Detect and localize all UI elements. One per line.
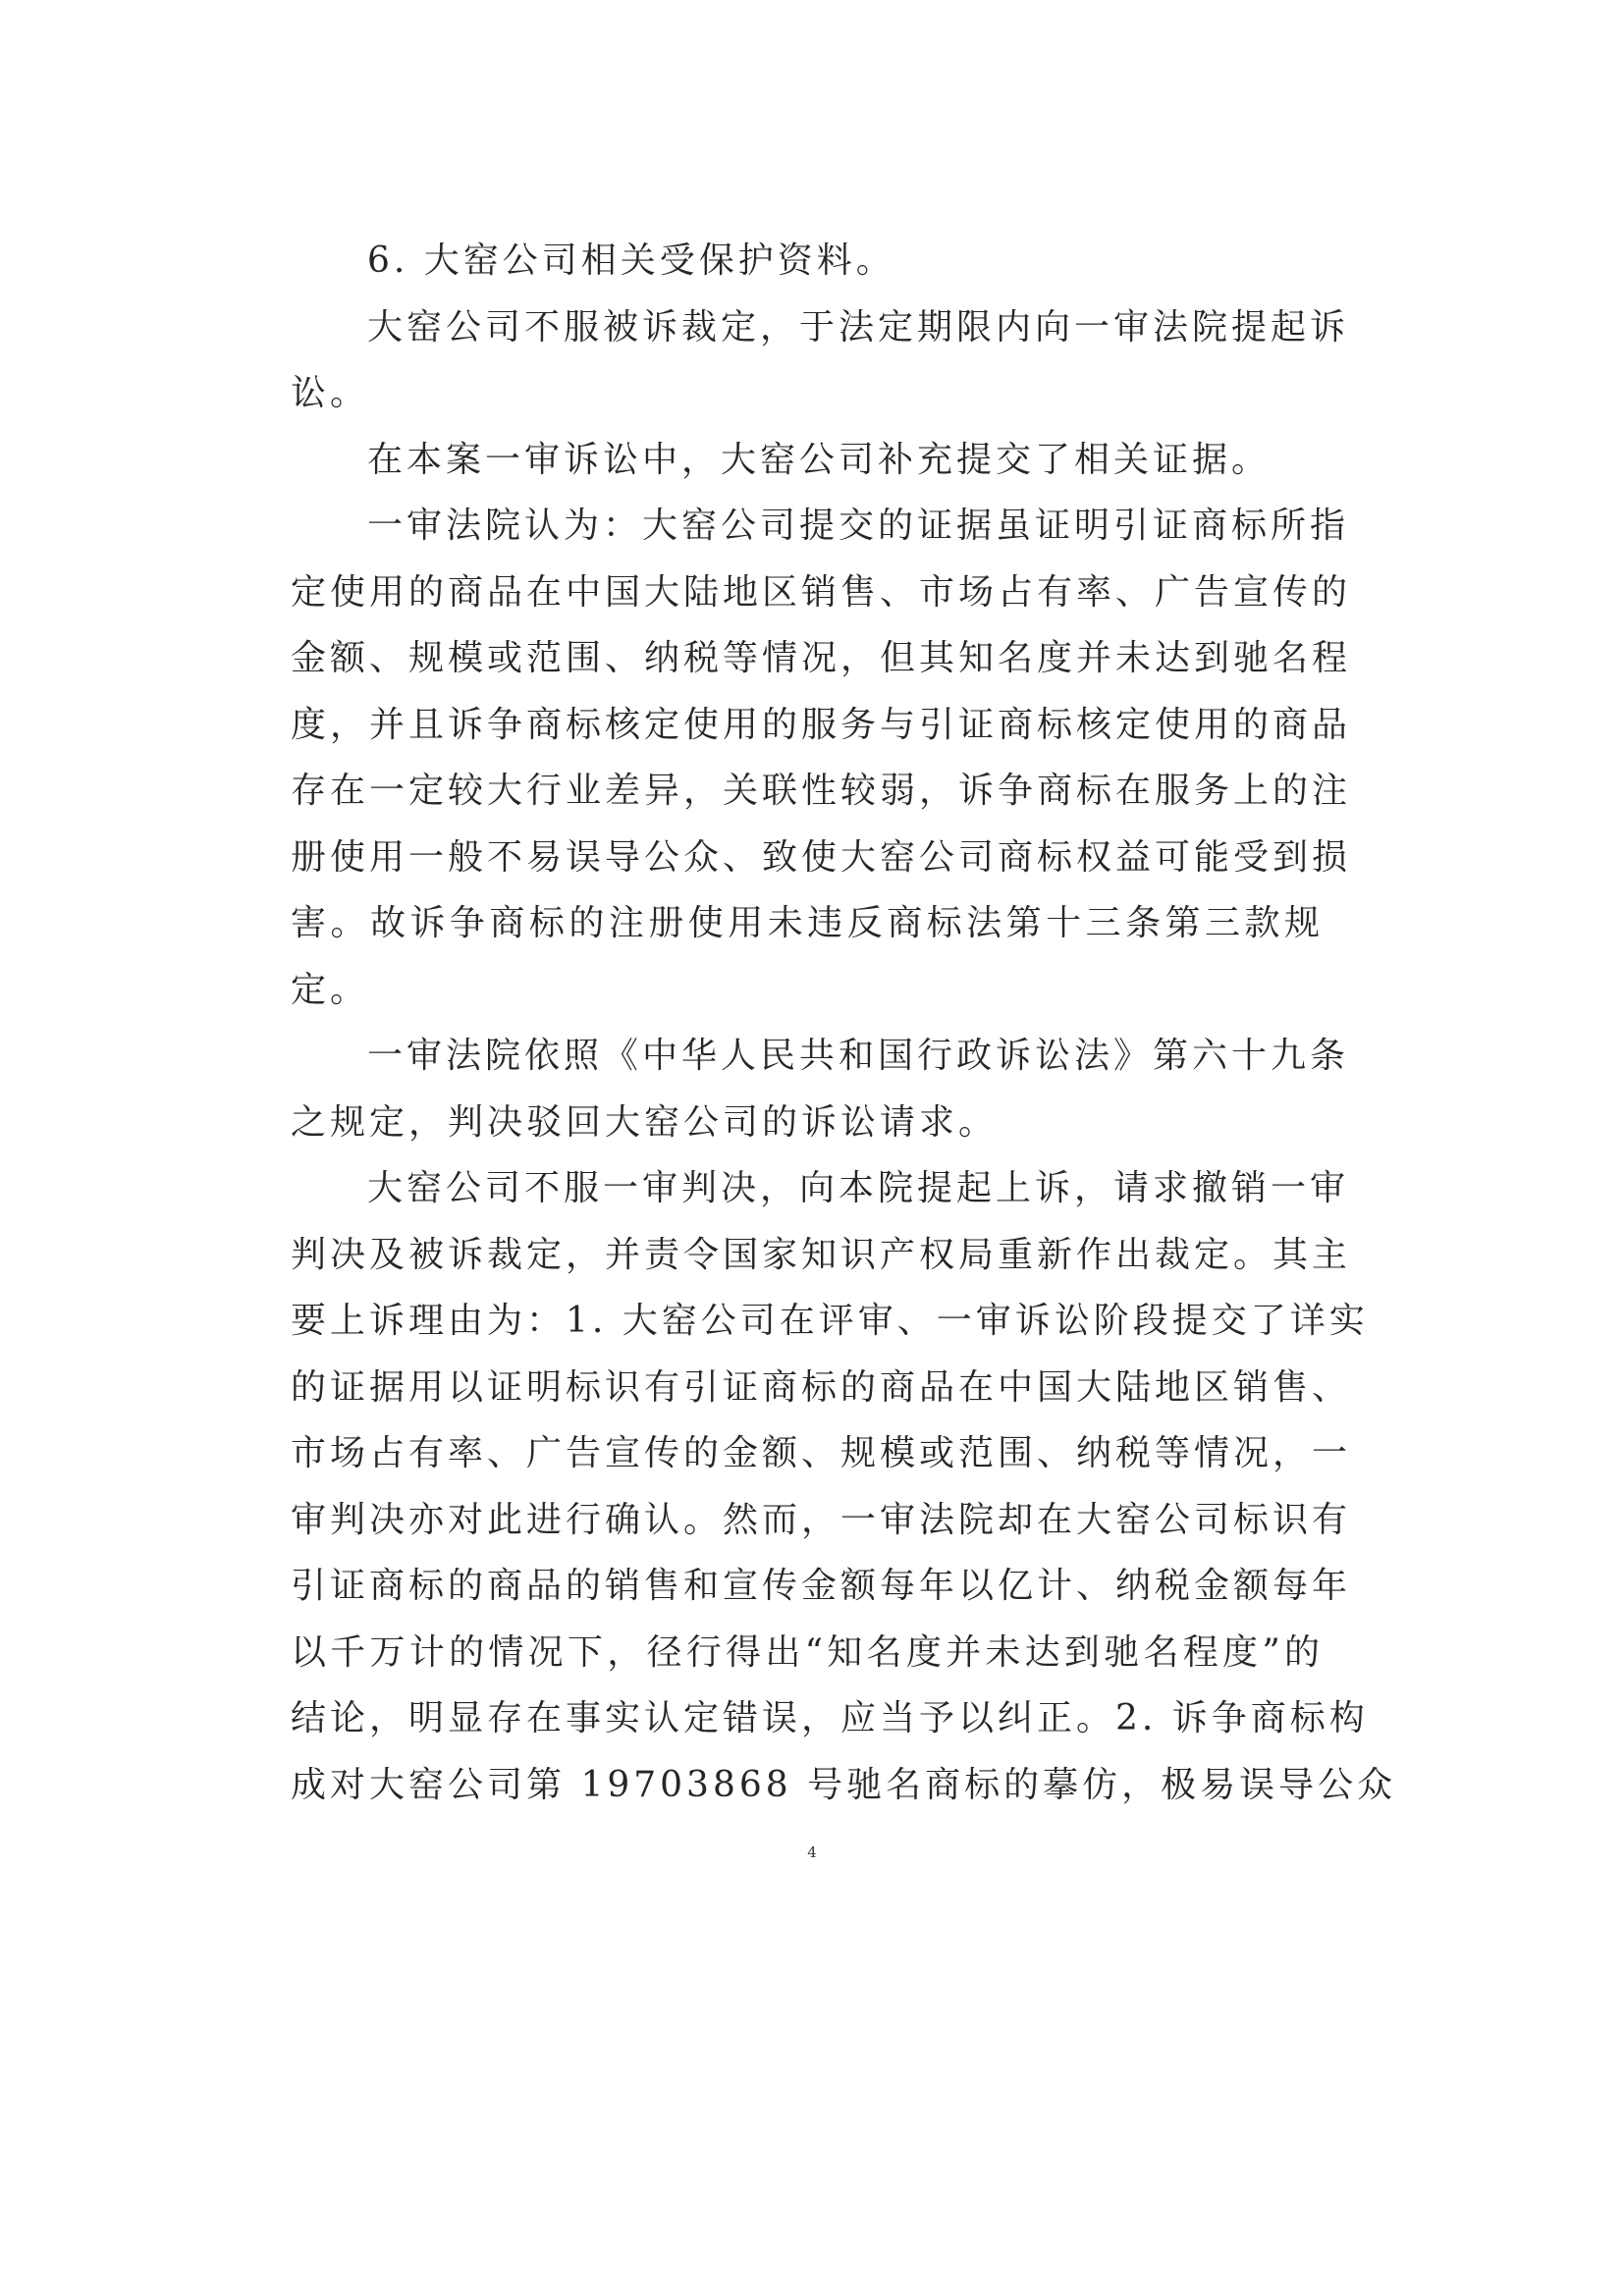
text-line: 定。 xyxy=(291,969,370,1010)
text-line: 市场占有率、广告宣传的金额、规模或范围、纳税等情况，一 xyxy=(291,1433,1352,1473)
text-line: 判决及被诉裁定，并责令国家知识产权局重新作出裁定。其主 xyxy=(291,1234,1352,1275)
text-line: 审判决亦对此进行确认。然而，一审法院却在大窑公司标识有 xyxy=(291,1499,1352,1540)
text-line: 害。故诉争商标的注册使用未违反商标法第十三条第三款规 xyxy=(291,903,1324,943)
page-number: 4 xyxy=(807,1843,817,1861)
text-line: 要上诉理由为：1. 大窑公司在评审、一审诉讼阶段提交了详实 xyxy=(291,1301,1369,1341)
text-line: 讼。 xyxy=(291,373,370,413)
text-line: 册使用一般不易误导公众、致使大窑公司商标权益可能受到损 xyxy=(291,836,1352,878)
text-line: 存在一定较大行业差异，关联性较弱，诉争商标在服务上的注 xyxy=(291,771,1352,811)
text-line: 大窑公司不服一审判决，向本院提起上诉，请求撤销一审 xyxy=(367,1168,1350,1208)
text-line: 以千万计的情况下，径行得出“知名度并未达到驰名程度”的 xyxy=(291,1631,1324,1673)
text-line: 一审法院认为：大窑公司提交的证据虽证明引证商标所指 xyxy=(367,506,1350,546)
text-line: 定使用的商品在中国大陆地区销售、市场占有率、广告宣传的 xyxy=(291,571,1352,613)
text-line: 之规定，判决驳回大窑公司的诉讼请求。 xyxy=(291,1101,999,1143)
text-line: 成对大窑公司第 19703868 号驰名商标的摹仿，极易误导公众 xyxy=(291,1764,1397,1805)
text-line: 结论，明显存在事实认定错误，应当予以纠正。2. 诉争商标构 xyxy=(291,1698,1369,1738)
text-line: 的证据用以证明标识有引证商标的商品在中国大陆地区销售、 xyxy=(291,1366,1352,1408)
text-line: 在本案一审诉讼中，大窑公司补充提交了相关证据。 xyxy=(367,439,1272,480)
document-body xyxy=(291,228,1397,1818)
text-line: 引证商标的商品的销售和宣传金额每年以亿计、纳税金额每年 xyxy=(291,1566,1352,1606)
text-line: 金额、规模或范围、纳税等情况，但其知名度并未达到驰名程 xyxy=(291,638,1352,678)
text-line: 6. 大窑公司相关受保护资料。 xyxy=(367,240,895,281)
text-line: 度，并且诉争商标核定使用的服务与引证商标核定使用的商品 xyxy=(291,704,1352,745)
text-line: 大窑公司不服被诉裁定，于法定期限内向一审法院提起诉 xyxy=(367,306,1350,347)
text-line: 一审法院依照《中华人民共和国行政诉讼法》第六十九条 xyxy=(367,1036,1350,1076)
